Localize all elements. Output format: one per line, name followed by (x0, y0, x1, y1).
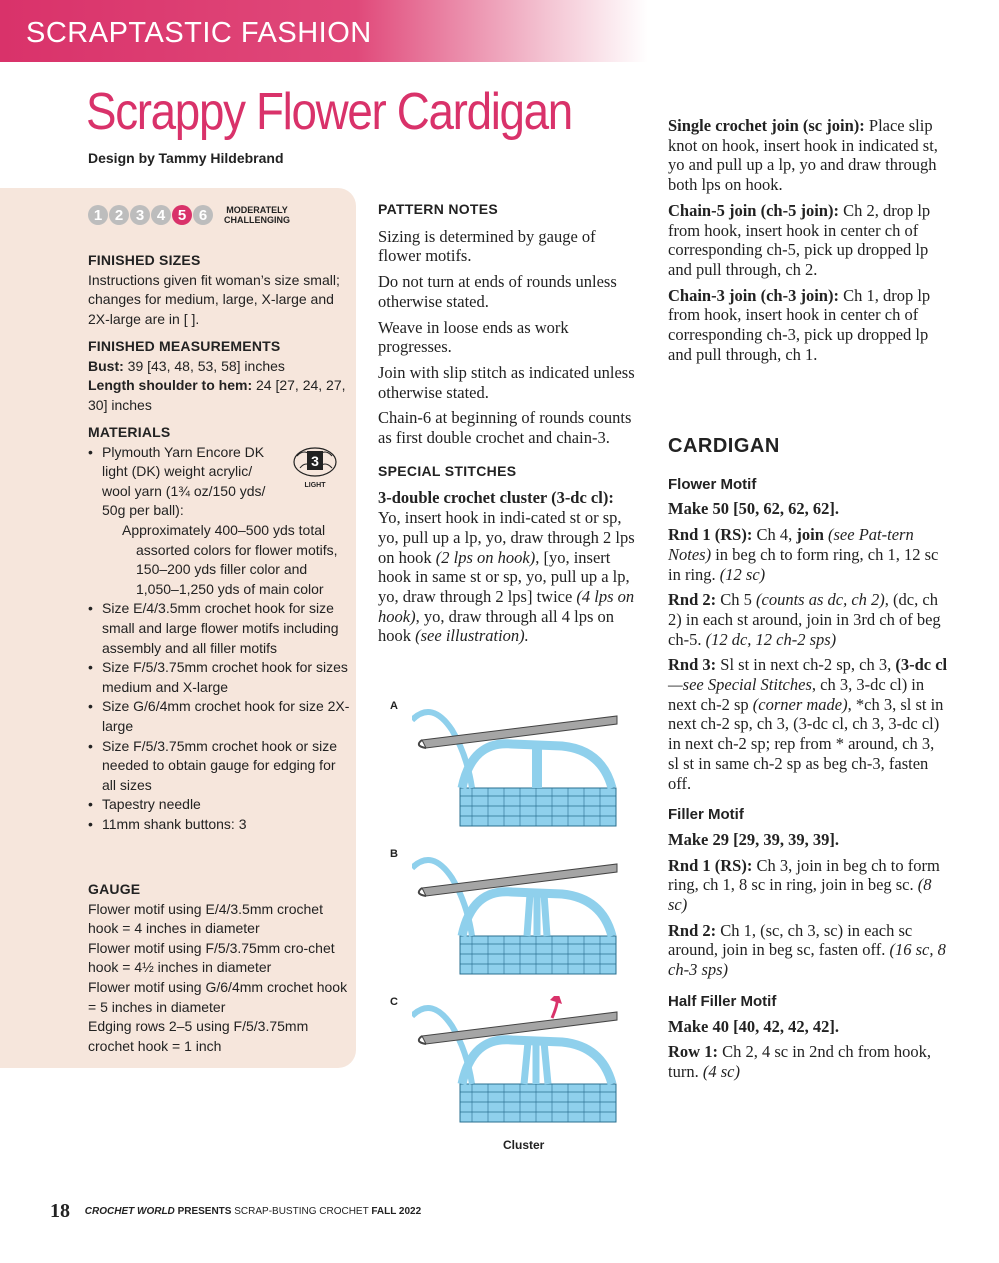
rnd-label: Rnd 1 (RS): (668, 855, 753, 875)
note-item: Chain-6 at beginning of rounds counts as first double crochet and chain-3. (378, 408, 632, 448)
pattern-notes-section (378, 200, 636, 652)
material-item: • Size F/5/3.75mm crochet hook or size needed to obtain gauge for edging for all sizes (88, 737, 350, 796)
materials-heading: MATERIALS (88, 424, 171, 440)
skill-label-line-2: CHALLENGING (224, 215, 290, 225)
length-value: 24 [27, 24, 27, 30] inches (88, 377, 346, 413)
cluster-text: (4 lps on hook) (378, 586, 635, 626)
filler-make-text: Make 29 [29, 39, 39, 39]. (668, 829, 839, 849)
cluster-text: (see illustration). (415, 626, 529, 646)
skill-label-line-1: MODERATELY (226, 205, 288, 215)
rnd-label: Rnd 2: (668, 920, 717, 940)
skill-level-1: 1 (88, 205, 108, 225)
cluster-text: , [yo, insert hook in same st or sp, yo, (378, 547, 611, 587)
page-number: 18 (50, 1200, 70, 1222)
byline (88, 150, 284, 166)
flower-rnd-2 (668, 590, 948, 649)
note-item: Sizing is determined by gauge of flower motifs. (378, 226, 596, 266)
gauge-item: Flower motif using F/5/3.75mm cro-chet hook = 4½ inches in diameter (88, 939, 335, 976)
skill-level (88, 205, 290, 225)
rnd-text: Ch 4, (752, 525, 797, 545)
rnd-label: Rnd 2: (668, 590, 717, 610)
filler-motif-heading: Filler Motif (668, 806, 744, 824)
bust-value: 39 [43, 48, 53, 58] inches (123, 357, 285, 374)
page-title: Scrappy Flower Cardigan (86, 83, 572, 141)
yarn-weight-number: 3 (311, 453, 319, 469)
gauge-section (88, 880, 350, 1056)
figure-label-c: C (390, 996, 398, 1008)
half-filler-make (668, 1017, 948, 1037)
rnd-text: (counts as dc, ch 2) (756, 590, 885, 610)
cardigan-section (668, 437, 948, 1088)
ch3-join-definition (668, 286, 948, 365)
rnd-count: (12 dc, 12 ch-2 sps) (705, 629, 837, 649)
length-line (88, 376, 350, 415)
bust-line (88, 357, 350, 377)
cluster-definition (378, 488, 636, 646)
flower-rnd-1 (668, 525, 948, 584)
rnd-count: (12 sc) (719, 564, 766, 584)
skill-level-2: 2 (109, 205, 129, 225)
row-text: Ch 2, 4 sc in 2nd ch from hook, turn. (668, 1042, 932, 1081)
yarn-weight-label: LIGHT (304, 482, 326, 489)
cluster-name: 3-double crochet cluster (3-dc cl): (378, 488, 614, 508)
section-header-band (0, 0, 648, 62)
rnd-text: (see Pat-tern Notes) (668, 525, 914, 564)
figure-label-b: B (390, 848, 398, 860)
gauge-heading: GAUGE (88, 881, 141, 897)
rnd-text: Ch 3, join in beg ch to form ring, ch 1, 8 sc in ring, join in beg sc. (668, 855, 940, 895)
filler-rnd-2 (668, 921, 948, 980)
filler-make (668, 830, 948, 850)
rnd-count: (16 sc, 8 ch-3 sps) (668, 940, 946, 980)
flower-make (668, 499, 948, 519)
gauge-item: Flower motif using E/4/3.5mm crochet hook = 4 inches in diameter (88, 900, 323, 937)
skill-level-5: 5 (172, 205, 192, 225)
cardigan-heading: CARDIGAN (668, 435, 780, 457)
row-label: Row 1: (668, 1042, 718, 1062)
measurements-heading: FINISHED MEASUREMENTS (88, 338, 281, 354)
sc-join-definition (668, 116, 948, 195)
yarn-weight-icon (292, 446, 338, 490)
half-make-text: Make 40 [40, 42, 42, 42]. (668, 1016, 839, 1036)
half-filler-heading: Half Filler Motif (668, 992, 777, 1010)
flower-motif-heading: Flower Motif (668, 475, 757, 493)
cluster-illustration-c (412, 996, 622, 1128)
skill-level-3: 3 (130, 205, 150, 225)
flower-rnd-3 (668, 655, 948, 793)
cluster-illustration-a (412, 700, 622, 832)
note-item: Weave in loose ends as work progresses. (378, 317, 569, 357)
material-item: • Plymouth Yarn Encore DK light (DK) weight acrylic/ wool yarn (1¾ oz/150 yds/ 50g per ball): (88, 443, 350, 521)
issue-title: SCRAP-BUSTING CROCHET (234, 1206, 369, 1217)
ch3-join-name: Chain-3 join (ch-3 join): (668, 285, 839, 305)
note-item: Do not turn at ends of rounds unless otherwise stated. (378, 272, 617, 311)
measurements-section (88, 337, 350, 415)
cluster-text: (2 lps on hook) (435, 547, 536, 567)
rnd-text: —see Special Stitches (668, 675, 812, 695)
section-title: SCRAPTASTIC FASHION (26, 17, 372, 49)
ch3-join-text: Ch 1, drop lp from hook, insert hook in center ch of corresponding ch-3, pick up dropped lp and pull through, ch 1. (668, 285, 931, 364)
skill-level-4: 4 (151, 205, 171, 225)
ch5-join-text: Ch 2, drop lp from hook, insert hook in center ch of corresponding ch-5, pick up dropped lp and pull through, ch 2. (668, 200, 931, 279)
material-item: • 11mm shank buttons: 3 (88, 815, 350, 835)
rnd-label: Rnd 1 (RS): (668, 525, 753, 545)
rnd-label: Rnd 3: (668, 655, 717, 675)
material-item: • Size G/6/4mm crochet hook for size 2X-large (88, 697, 350, 736)
pattern-notes-heading: PATTERN NOTES (378, 201, 499, 217)
skill-label (224, 205, 290, 225)
bust-label: Bust: (88, 357, 124, 374)
material-item: • Tapestry needle (88, 795, 350, 815)
finished-sizes-section (88, 251, 350, 329)
byline-prefix: Design by (88, 150, 155, 166)
page-footer (50, 1200, 421, 1223)
rnd-text: (3-dc cl (895, 655, 948, 675)
special-stitches-heading: SPECIAL STITCHES (378, 462, 517, 479)
sc-join-name: Single crochet join (sc join): (668, 116, 865, 135)
issue-season: FALL 2022 (371, 1206, 422, 1217)
rnd-text: , ch 3, 3-dc cl) in next ch-2 sp (668, 675, 925, 714)
rnd-text: , *ch 3, sl st in next ch-2 sp, ch 3, (3-dc cl, ch 3, 3-dc cl) in next ch-2 sp; rep from * around, ch 3, sl st in same ch-2 sp as beg ch-3, fasten off. (668, 694, 944, 793)
finished-sizes-text: Instructions given fit woman’s size small; changes for medium, large, X-large and 2X-large are in [ ]. (88, 271, 340, 327)
filler-rnd-1 (668, 856, 948, 915)
cluster-illustration-b (412, 848, 622, 980)
rnd-text: Sl st in next ch-2 sp, ch 3, (716, 655, 896, 675)
half-filler-row-1 (668, 1042, 948, 1081)
yarn-amount: Approximately 400–500 yds total assorted colors for flower motifs, 150–200 yds filler color and 1,050–1,250 yds of main color (122, 521, 338, 597)
gauge-item: Flower motif using G/6/4mm crochet hook = 5 inches in diameter (88, 978, 348, 1015)
flower-make-text: Make 50 [50, 62, 62, 62]. (668, 499, 839, 519)
sc-join-text: Place slip knot on hook, insert hook in indicated st, yo and pull up a lp, yo and draw through both lps on hook. (668, 116, 938, 195)
rnd-text: in beg ch to form ring, ch 1, 12 sc in ring. (668, 544, 939, 584)
rnd-text: Ch 1, (sc, ch 3, sc) in each sc around, join in beg sc, fasten off. (668, 920, 913, 960)
figure-caption: Cluster (503, 1138, 545, 1152)
skill-level-6: 6 (193, 205, 213, 225)
rnd-count: (8 sc) (668, 875, 932, 915)
cluster-text: Yo, insert hook in indi-cated st or sp, yo, pull up a lp, yo, draw through 2 lps on hook (378, 508, 635, 567)
ch5-join-name: Chain-5 join (ch-5 join): (668, 200, 839, 220)
gauge-item: Edging rows 2–5 using F/5/3.75mm crochet hook = 1 inch (88, 1018, 309, 1054)
length-label: Length shoulder to hem: (88, 377, 253, 394)
finished-sizes-heading: FINISHED SIZES (88, 252, 201, 268)
rnd-text: , (dc, ch 2) in each st around, join in 3rd ch of beg ch-5. (668, 590, 941, 649)
designer-name: Tammy Hildebrand (158, 150, 284, 166)
note-item: Join with slip stitch as indicated unless otherwise stated. (378, 362, 635, 402)
cluster-text: , yo, draw through 2 lps] twice (378, 567, 630, 606)
rnd-text: (corner made) (752, 694, 848, 714)
rnd-text: Ch 5 (716, 590, 757, 610)
material-item: • Size F/5/3.75mm crochet hook for sizes medium and X-large (88, 658, 350, 697)
magazine-name: CROCHET WORLD (84, 1206, 175, 1217)
figure-label-a: A (390, 700, 398, 712)
cluster-text: pull up a lp (550, 567, 626, 587)
row-count: (4 sc) (702, 1061, 740, 1081)
material-item: • Size E/4/3.5mm crochet hook for size small and large flower motifs including assembly and all filler motifs (88, 599, 350, 658)
presents-label: PRESENTS (177, 1206, 232, 1217)
joins-section (668, 116, 948, 370)
ch5-join-definition (668, 201, 948, 280)
rnd-text: join (796, 525, 824, 545)
cluster-text: , yo, draw through all 4 lps on hook (378, 606, 615, 646)
